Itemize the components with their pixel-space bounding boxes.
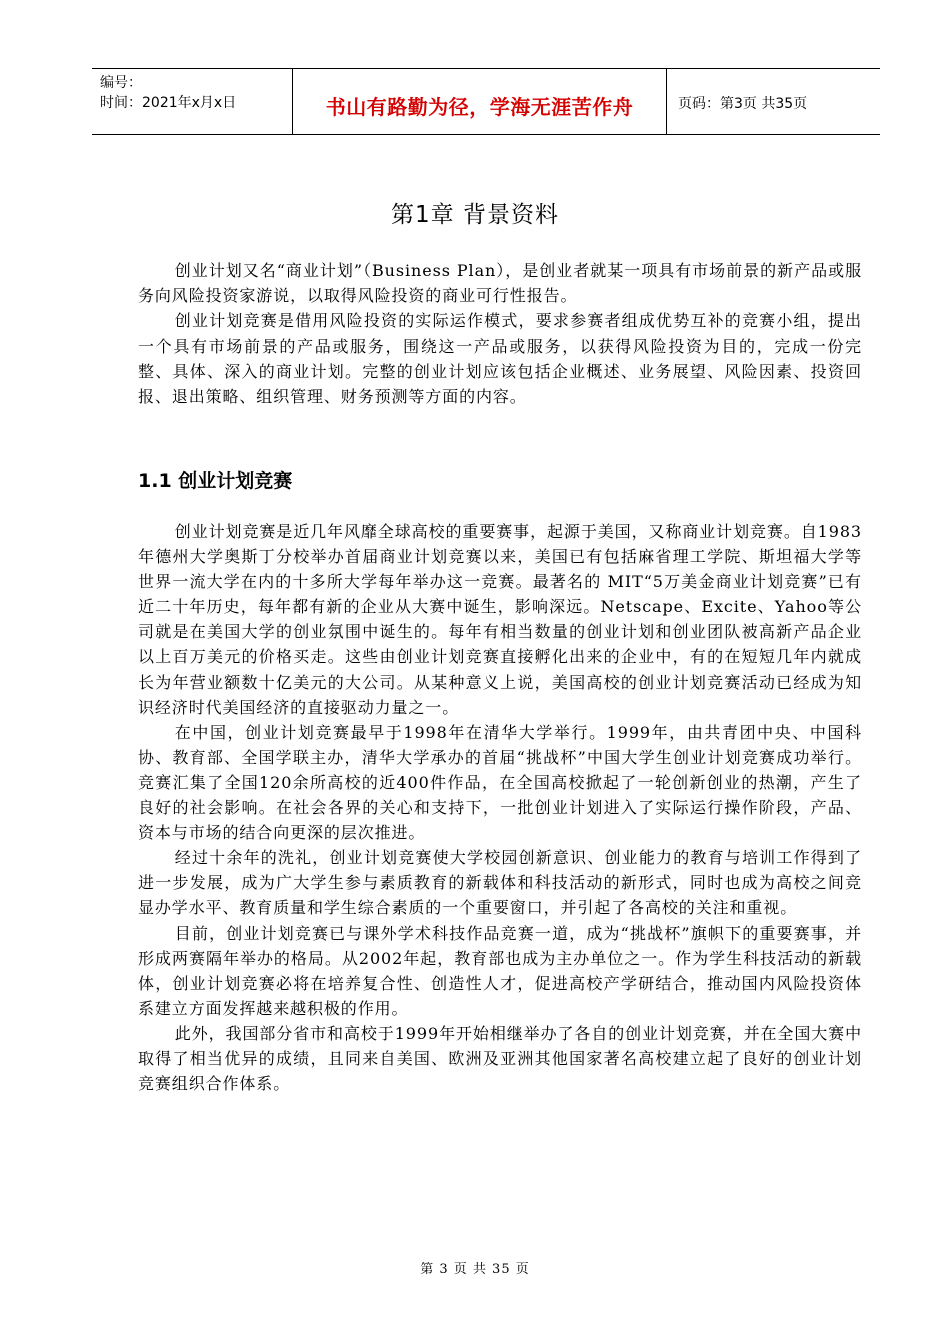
intro-text [138, 258, 862, 409]
paragraph: 在中国，创业计划竞赛最早于1998年在清华大学举行。1999年，由共青团中央、中国科协、教育部、全国学联主办，清华大学承办的首届“挑战杯”中国大学生创业计划竞赛成功举行。竞赛汇集了全国120余所高校的近400件作品，在全国高校掀起了一轮创新创业的热潮，产生了良好的社会影响。在社会各界的关心和支持下，一批创业计划进入了实际运行操作阶段，产品、资本与市场的结合向更深的层次推进。 [138, 722, 862, 843]
paragraph: 创业计划竞赛是借用风险投资的实际运作模式，要求参赛者组成优势互补的竞赛小组，提出一个具有市场前景的产品或服务，围绕这一产品或服务，以获得风险投资为目的，完成一份完整、具体、深入的商业计划。完整的创业计划应该包括企业概述、业务展望、风险因素、投资回报、退出策略、组织管理、财务预测等方面的内容。 [138, 311, 862, 407]
paragraph: 创业计划又名“商业计划”（Business Plan），是创业者就某一项具有市场前景的新产品或服务向风险投资家游说，以取得风险投资的商业可行性报告。 [138, 261, 862, 306]
page-header [92, 68, 880, 135]
header-meta [100, 73, 236, 113]
time-label: 时间：2021年x月x日 [100, 95, 237, 111]
section-text [138, 519, 862, 1096]
header-motto: 书山有路勤为径，学海无涯苦作舟 [325, 95, 634, 119]
header-page-info: 页码：第3页 共35页 [678, 96, 808, 112]
doc-number-label: 编号： [100, 75, 142, 91]
paragraph: 此外，我国部分省市和高校于1999年开始相继举办了各自的创业计划竞赛，并在全国大赛中取得了相当优异的成绩，且同来自美国、欧洲及亚洲其他国家著名高校建立起了良好的创业计划竞赛组织合作体系。 [138, 1023, 862, 1094]
page-footer: 第 3 页 共 35 页 [420, 1262, 530, 1277]
paragraph: 经过十余年的洗礼，创业计划竞赛使大学校园创新意识、创业能力的教育与培训工作得到了进一步发展，成为广大学生参与素质教育的新载体和科技活动的新形式，同时也成为高校之间竞显办学水平、教育质量和学生综合素质的一个重要窗口，并引起了各高校的关注和重视。 [138, 848, 862, 918]
section-title: 1.1 创业计划竞赛 [138, 470, 293, 492]
paragraph: 目前，创业计划竞赛已与课外学术科技作品竞赛一道，成为“挑战杯”旗帜下的重要赛事，并形成两赛隔年举办的格局。从2002年起，教育部也成为主办单位之一。作为学生科技活动的新载体，创业计划竞赛必将在培养复合性、创造性人才，促进高校产学研结合，推动国内风险投资体系建立方面发挥越来越积极的作用。 [138, 923, 862, 1018]
paragraph: 创业计划竞赛是近几年风靡全球高校的重要赛事，起源于美国，又称商业计划竞赛。自1983年德州大学奥斯丁分校举办首届商业计划竞赛以来，美国已有包括麻省理工学院、斯坦福大学等世界一流大学在内的十多所大学每年举办这一竞赛。最著名的 MIT“5万美金商业计划竞赛”已有近二十年历史，每年都有新的企业从大赛中诞生，影响深远。Netscape、Excite、Yahoo等公司就是在美国大学的创业氛围中诞生的。每年有相当数量的创业计划和创业团队被高新产品企业以上百万美元的价格买走。这些由创业计划竞赛直接孵化出来的企业中，有的在短短几年内就成长为年营业额数十亿美元的大公司。从某种意义上说，美国高校的创业计划竞赛活动已经成为知识经济时代美国经济的直接驱动力量之一。 [138, 522, 862, 717]
header-divider [666, 69, 667, 135]
chapter-title: 第1章 背景资料 [391, 202, 559, 228]
